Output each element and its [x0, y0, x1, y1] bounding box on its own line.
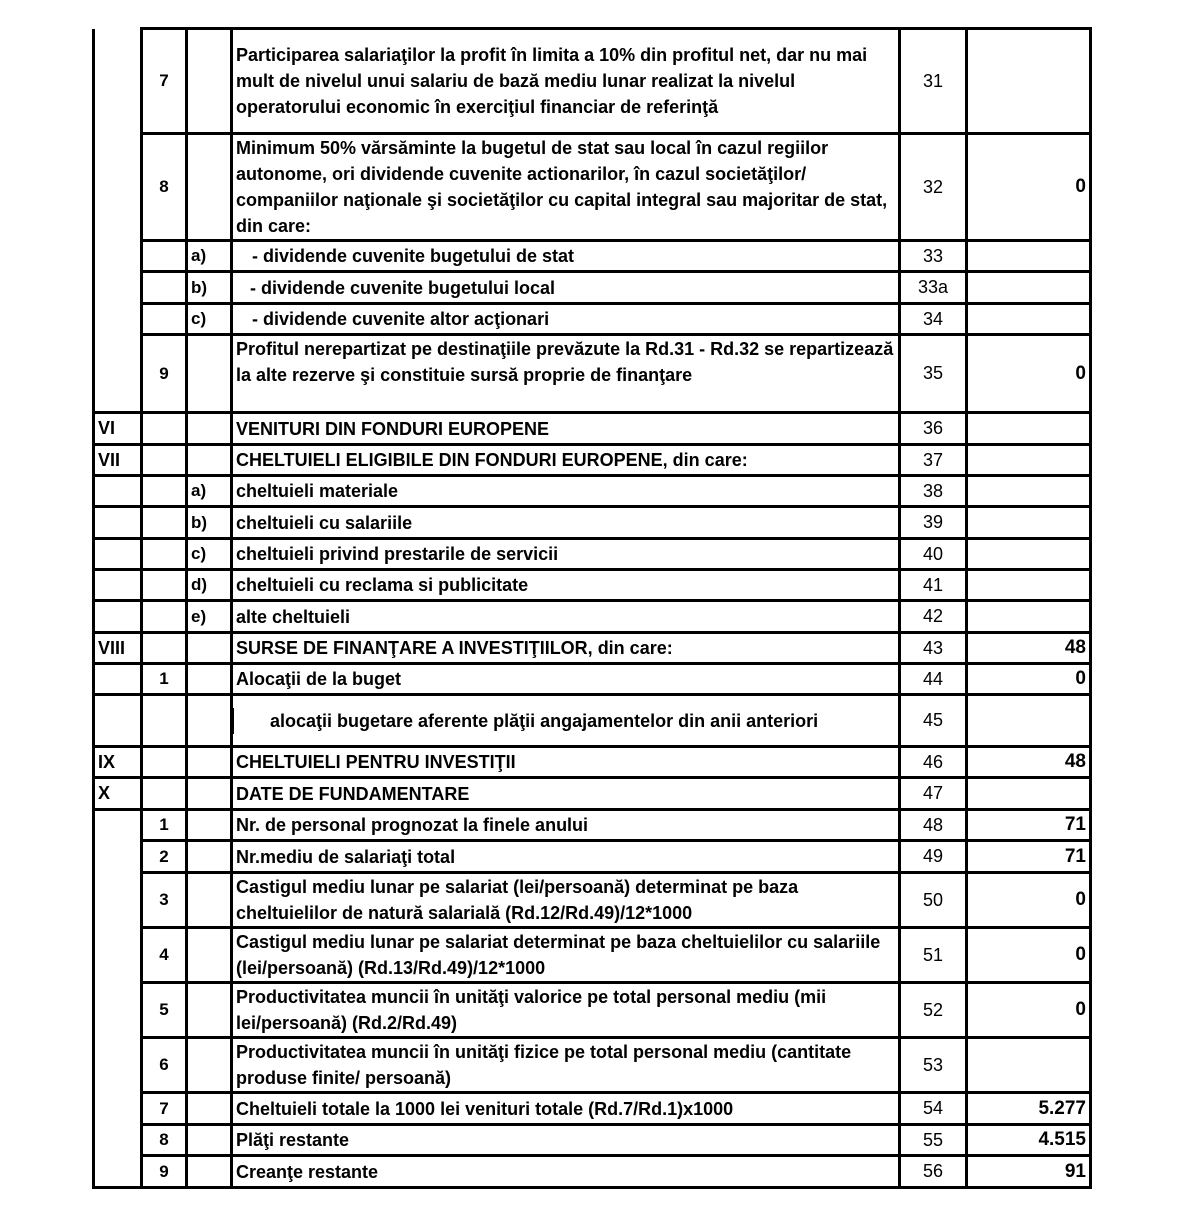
row-code-cell: 55: [900, 1125, 967, 1156]
section-cell: [94, 695, 142, 747]
row-code-cell: 40: [900, 539, 967, 570]
section-cell: [94, 241, 142, 272]
description-cell: Productivitatea muncii în unităţi valorice pe total personal mediu (mii lei/persoană) (Rd.2/Rd.49): [232, 983, 900, 1038]
table-row: [94, 507, 1091, 539]
section-cell: [94, 1156, 142, 1188]
description-cell: CHELTUIELI PENTRU INVESTIŢII: [232, 747, 900, 778]
row-code-cell: 31: [900, 29, 967, 134]
value-cell: 48: [967, 747, 1091, 778]
sub-item-cell: b): [187, 272, 232, 304]
row-code-cell: 42: [900, 601, 967, 633]
table-row: [94, 304, 1091, 335]
sub-item-cell: [187, 664, 232, 695]
sub-item-cell: b): [187, 507, 232, 539]
section-cell: [94, 1093, 142, 1125]
table-row: [94, 1093, 1091, 1125]
section-cell: [94, 29, 142, 134]
item-number-cell: 9: [142, 335, 187, 413]
section-cell: X: [94, 778, 142, 810]
value-cell: 0: [967, 928, 1091, 983]
value-cell: [967, 272, 1091, 304]
description-text: - dividende cuvenite altor acţionari: [252, 309, 550, 329]
section-cell: [94, 983, 142, 1038]
value-cell: 4.515: [967, 1125, 1091, 1156]
table-row: [94, 134, 1091, 241]
description-text: alocaţii bugetare aferente plăţii angajamentelor din anii anteriori: [232, 708, 896, 734]
sub-item-cell: [187, 445, 232, 476]
value-cell: 48: [967, 633, 1091, 664]
description-cell: SURSE DE FINANŢARE A INVESTIŢIILOR, din care:: [232, 633, 900, 664]
row-code-cell: 32: [900, 134, 967, 241]
section-cell: [94, 507, 142, 539]
value-cell: [967, 507, 1091, 539]
table-row: [94, 778, 1091, 810]
description-text: - dividende cuvenite bugetului de stat: [252, 246, 575, 266]
table-row: [94, 539, 1091, 570]
row-code-cell: 53: [900, 1038, 967, 1093]
value-cell: [967, 445, 1091, 476]
value-cell: [967, 241, 1091, 272]
description-cell: Nr. de personal prognozat la finele anului: [232, 810, 900, 841]
item-number-cell: [142, 601, 187, 633]
description-cell: Creanţe restante: [232, 1156, 900, 1188]
row-code-cell: 43: [900, 633, 967, 664]
row-code-cell: 51: [900, 928, 967, 983]
section-cell: [94, 272, 142, 304]
table-row: [94, 873, 1091, 928]
table-row: [94, 413, 1091, 445]
table-row: [94, 445, 1091, 476]
sub-item-cell: [187, 983, 232, 1038]
row-code-cell: 54: [900, 1093, 967, 1125]
sub-item-cell: [187, 695, 232, 747]
sub-item-cell: [187, 1093, 232, 1125]
item-number-cell: 7: [142, 29, 187, 134]
section-cell: [94, 810, 142, 841]
sub-item-cell: [187, 841, 232, 873]
description-cell: [232, 695, 900, 747]
sub-item-cell: e): [187, 601, 232, 633]
description-cell: Productivitatea muncii în unităţi fizice pe total personal mediu (cantitate produse finite/ persoană): [232, 1038, 900, 1093]
table-row: [94, 335, 1091, 413]
item-number-cell: [142, 778, 187, 810]
section-cell: [94, 304, 142, 335]
section-cell: VI: [94, 413, 142, 445]
sub-item-cell: [187, 134, 232, 241]
row-code-cell: 45: [900, 695, 967, 747]
sub-item-cell: [187, 413, 232, 445]
section-cell: [94, 476, 142, 507]
sub-item-cell: [187, 29, 232, 134]
item-number-cell: [142, 633, 187, 664]
description-cell: alte cheltuieli: [232, 601, 900, 633]
sub-item-cell: [187, 335, 232, 413]
section-cell: VII: [94, 445, 142, 476]
sub-item-cell: [187, 747, 232, 778]
description-cell: Castigul mediu lunar pe salariat determinat pe baza cheltuielilor cu salariile (lei/persoană) (Rd.13/Rd.49)/12*1000: [232, 928, 900, 983]
sub-item-cell: [187, 873, 232, 928]
description-cell: Profitul nerepartizat pe destinaţiile prevăzute la Rd.31 - Rd.32 se repartizează la alte rezerve şi constituie sursă proprie de finanţare: [232, 335, 900, 413]
row-code-cell: 46: [900, 747, 967, 778]
row-code-cell: 49: [900, 841, 967, 873]
description-cell: Participarea salariaţilor la profit în limita a 10% din profitul net, dar nu mai mult de nivelul unui salariu de bază mediu lunar realizat la nivelul operatorului economic în exerciţiul financiar de referinţă: [232, 29, 900, 134]
section-cell: [94, 134, 142, 241]
sub-item-cell: c): [187, 304, 232, 335]
value-cell: 0: [967, 134, 1091, 241]
description-cell: CHELTUIELI ELIGIBILE DIN FONDURI EUROPENE, din care:: [232, 445, 900, 476]
table-row: [94, 601, 1091, 633]
description-cell: [232, 304, 900, 335]
value-cell: 71: [967, 841, 1091, 873]
item-number-cell: [142, 304, 187, 335]
description-cell: cheltuieli materiale: [232, 476, 900, 507]
row-code-cell: 38: [900, 476, 967, 507]
value-cell: [967, 570, 1091, 601]
item-number-cell: 6: [142, 1038, 187, 1093]
sub-item-cell: [187, 778, 232, 810]
section-cell: [94, 1038, 142, 1093]
value-cell: 5.277: [967, 1093, 1091, 1125]
value-cell: 0: [967, 664, 1091, 695]
row-code-cell: 37: [900, 445, 967, 476]
item-number-cell: [142, 539, 187, 570]
financial-data-table: [92, 27, 1092, 1189]
row-code-cell: 36: [900, 413, 967, 445]
item-number-cell: [142, 570, 187, 601]
value-cell: [967, 29, 1091, 134]
table-row: [94, 928, 1091, 983]
description-cell: cheltuieli cu salariile: [232, 507, 900, 539]
value-cell: [967, 695, 1091, 747]
value-cell: [967, 476, 1091, 507]
description-cell: Cheltuieli totale la 1000 lei venituri totale (Rd.7/Rd.1)x1000: [232, 1093, 900, 1125]
sub-item-cell: c): [187, 539, 232, 570]
row-code-cell: 35: [900, 335, 967, 413]
item-number-cell: [142, 241, 187, 272]
value-cell: 0: [967, 873, 1091, 928]
section-cell: [94, 1125, 142, 1156]
item-number-cell: [142, 413, 187, 445]
section-cell: VIII: [94, 633, 142, 664]
item-number-cell: [142, 476, 187, 507]
value-cell: 0: [967, 983, 1091, 1038]
section-cell: [94, 873, 142, 928]
item-number-cell: 3: [142, 873, 187, 928]
description-cell: DATE DE FUNDAMENTARE: [232, 778, 900, 810]
row-code-cell: 52: [900, 983, 967, 1038]
section-cell: [94, 539, 142, 570]
table-row: [94, 29, 1091, 134]
sub-item-cell: [187, 810, 232, 841]
item-number-cell: 1: [142, 664, 187, 695]
value-cell: 71: [967, 810, 1091, 841]
description-cell: Minimum 50% vărsăminte la bugetul de stat sau local în cazul regiilor autonome, ori dividende cuvenite actionarilor, în cazul societăţilor/ companiilor naţionale şi societăţilor cu capital integral sau majoritar de stat, din care:: [232, 134, 900, 241]
table-row: [94, 241, 1091, 272]
item-number-cell: 9: [142, 1156, 187, 1188]
item-number-cell: [142, 695, 187, 747]
item-number-cell: [142, 445, 187, 476]
description-text: - dividende cuvenite bugetului local: [250, 277, 556, 298]
row-code-cell: 33a: [900, 272, 967, 304]
table-row: [94, 476, 1091, 507]
value-cell: [967, 304, 1091, 335]
section-cell: IX: [94, 747, 142, 778]
row-code-cell: 47: [900, 778, 967, 810]
row-code-cell: 56: [900, 1156, 967, 1188]
table-row: [94, 1038, 1091, 1093]
value-cell: [967, 539, 1091, 570]
item-number-cell: 1: [142, 810, 187, 841]
item-number-cell: 8: [142, 134, 187, 241]
table-row: [94, 633, 1091, 664]
table-row: [94, 570, 1091, 601]
section-cell: [94, 570, 142, 601]
section-cell: [94, 928, 142, 983]
item-number-cell: 8: [142, 1125, 187, 1156]
value-cell: [967, 1038, 1091, 1093]
item-number-cell: [142, 272, 187, 304]
description-cell: Alocaţii de la buget: [232, 664, 900, 695]
description-cell: Nr.mediu de salariaţi total: [232, 841, 900, 873]
description-cell: [232, 272, 900, 304]
value-cell: [967, 413, 1091, 445]
sub-item-cell: a): [187, 241, 232, 272]
row-code-cell: 41: [900, 570, 967, 601]
section-cell: [94, 664, 142, 695]
section-cell: [94, 601, 142, 633]
row-code-cell: 44: [900, 664, 967, 695]
sub-item-cell: a): [187, 476, 232, 507]
row-code-cell: 33: [900, 241, 967, 272]
table-row: [94, 695, 1091, 747]
description-cell: [232, 241, 900, 272]
item-number-cell: [142, 747, 187, 778]
description-cell: VENITURI DIN FONDURI EUROPENE: [232, 413, 900, 445]
item-number-cell: 2: [142, 841, 187, 873]
section-cell: [94, 841, 142, 873]
row-code-cell: 34: [900, 304, 967, 335]
description-cell: Castigul mediu lunar pe salariat (lei/persoană) determinat pe baza cheltuielilor de natură salarială (Rd.12/Rd.49)/12*1000: [232, 873, 900, 928]
table-row: [94, 747, 1091, 778]
sub-item-cell: [187, 928, 232, 983]
description-cell: cheltuieli cu reclama si publicitate: [232, 570, 900, 601]
sub-item-cell: [187, 1125, 232, 1156]
table-row: [94, 664, 1091, 695]
value-cell: [967, 601, 1091, 633]
sub-item-cell: d): [187, 570, 232, 601]
item-number-cell: 4: [142, 928, 187, 983]
row-code-cell: 39: [900, 507, 967, 539]
section-cell: [94, 335, 142, 413]
item-number-cell: 5: [142, 983, 187, 1038]
item-number-cell: [142, 507, 187, 539]
table-row: [94, 983, 1091, 1038]
table-row: [94, 272, 1091, 304]
value-cell: 91: [967, 1156, 1091, 1188]
table-row: [94, 1156, 1091, 1188]
value-cell: [967, 778, 1091, 810]
table-row: [94, 1125, 1091, 1156]
sub-item-cell: [187, 1038, 232, 1093]
row-code-cell: 48: [900, 810, 967, 841]
item-number-cell: 7: [142, 1093, 187, 1125]
table-row: [94, 841, 1091, 873]
table-row: [94, 810, 1091, 841]
description-cell: Plăţi restante: [232, 1125, 900, 1156]
sub-item-cell: [187, 633, 232, 664]
sub-item-cell: [187, 1156, 232, 1188]
value-cell: 0: [967, 335, 1091, 413]
row-code-cell: 50: [900, 873, 967, 928]
description-cell: cheltuieli privind prestarile de servicii: [232, 539, 900, 570]
